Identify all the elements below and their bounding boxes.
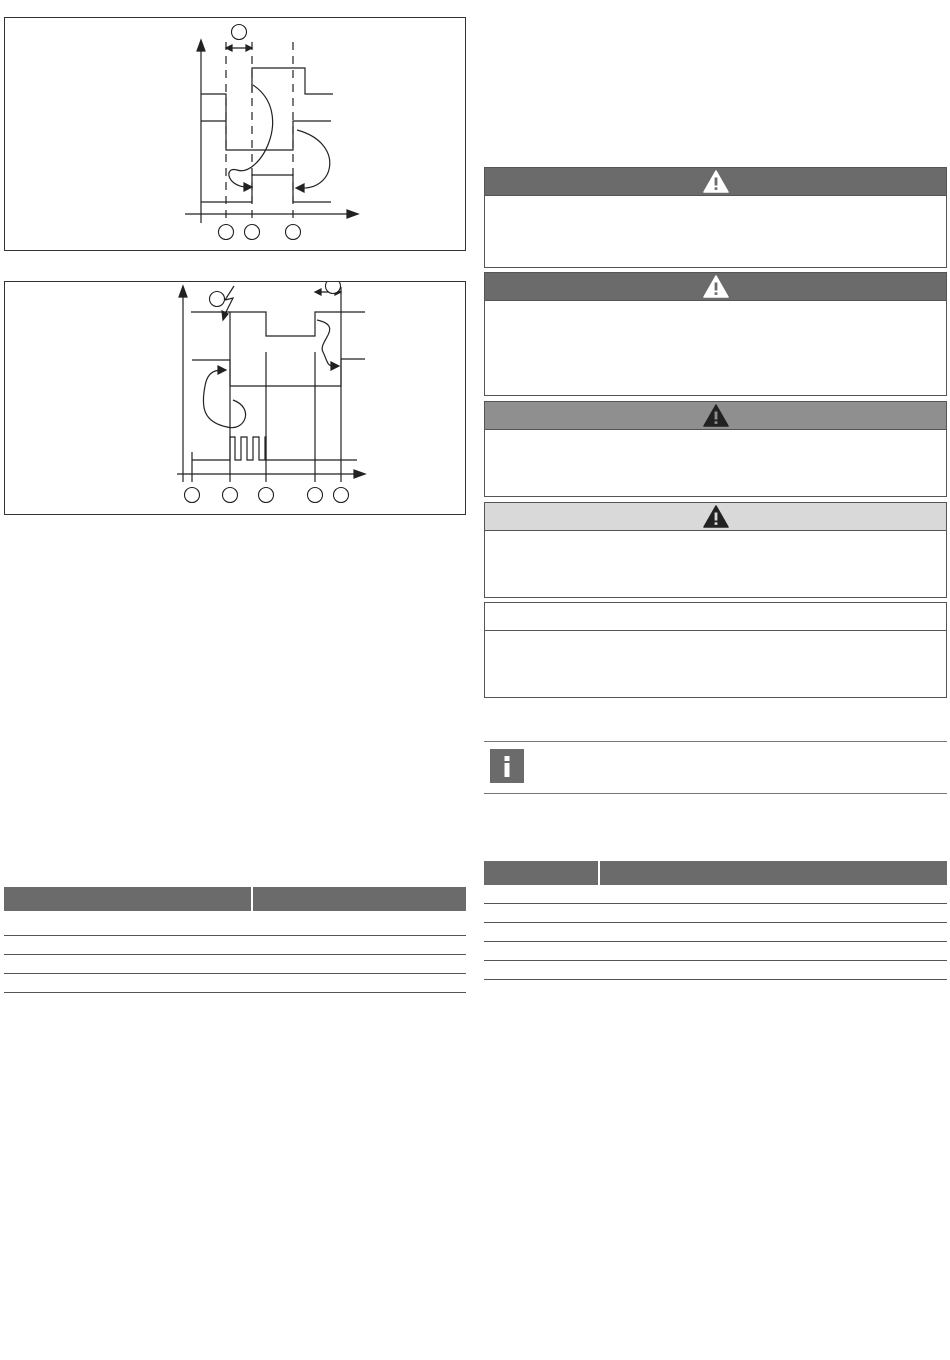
table-row — [484, 923, 947, 942]
notice-text — [485, 301, 946, 395]
warning-notice — [484, 401, 947, 497]
info-note — [484, 741, 947, 794]
marker-circle — [286, 225, 301, 240]
column-header — [251, 887, 466, 911]
marker-circle — [259, 488, 274, 503]
table-row — [484, 942, 947, 961]
table-cell — [4, 955, 250, 973]
table-cell — [250, 936, 466, 954]
notice-text — [485, 196, 946, 267]
marker-circle — [223, 488, 238, 503]
plain-notice — [484, 602, 947, 698]
table-cell — [598, 885, 948, 903]
notice-header — [485, 603, 946, 631]
warning-triangle-icon — [703, 275, 729, 298]
warning-triangle-icon — [703, 404, 729, 427]
table-cell — [598, 942, 948, 960]
marker-circle — [219, 225, 234, 240]
table-cell — [250, 974, 466, 992]
table-cell — [484, 904, 598, 922]
column-header — [4, 887, 251, 911]
right-table — [484, 861, 947, 980]
danger-notice-2 — [484, 272, 947, 396]
notice-header — [485, 503, 946, 531]
timing-diagram-2 — [4, 281, 466, 515]
table-cell — [4, 936, 250, 954]
table-cell — [250, 917, 466, 935]
left-table — [4, 887, 466, 993]
caution-notice — [484, 502, 947, 598]
timing-diagram-2-graphic — [5, 282, 467, 516]
table-row — [484, 904, 947, 923]
marker-circle — [232, 25, 247, 40]
table-cell — [250, 955, 466, 973]
marker-circle — [308, 488, 323, 503]
table-row — [484, 885, 947, 904]
notice-text — [485, 631, 946, 697]
table-row — [4, 974, 466, 993]
table-cell — [4, 974, 250, 992]
table-cell — [484, 942, 598, 960]
column-header — [484, 861, 598, 885]
marker-circle — [185, 488, 200, 503]
table-row — [4, 936, 466, 955]
table-cell — [484, 923, 598, 941]
table-cell — [484, 961, 598, 979]
marker-circle — [326, 282, 341, 294]
marker-circle — [334, 488, 349, 503]
timing-diagram-1-graphic — [5, 18, 467, 252]
table-cell — [4, 917, 250, 935]
notice-text — [485, 430, 946, 496]
notice-header — [485, 168, 946, 196]
table-cell — [598, 923, 948, 941]
warning-triangle-icon — [703, 170, 729, 193]
table-cell — [484, 885, 598, 903]
table-header — [4, 887, 466, 911]
table-cell — [598, 904, 948, 922]
table-header — [484, 861, 947, 885]
timing-diagram-1 — [4, 17, 466, 251]
table-row — [484, 961, 947, 980]
column-header — [598, 861, 947, 885]
marker-circle — [245, 225, 260, 240]
table-row — [4, 955, 466, 974]
info-icon — [490, 749, 524, 783]
notice-header — [485, 273, 946, 301]
warning-triangle-icon — [703, 505, 729, 528]
danger-notice-1 — [484, 167, 947, 268]
table-row — [4, 917, 466, 936]
notice-header — [485, 402, 946, 430]
marker-circle — [210, 292, 225, 307]
table-cell — [598, 961, 948, 979]
notice-text — [485, 531, 946, 597]
